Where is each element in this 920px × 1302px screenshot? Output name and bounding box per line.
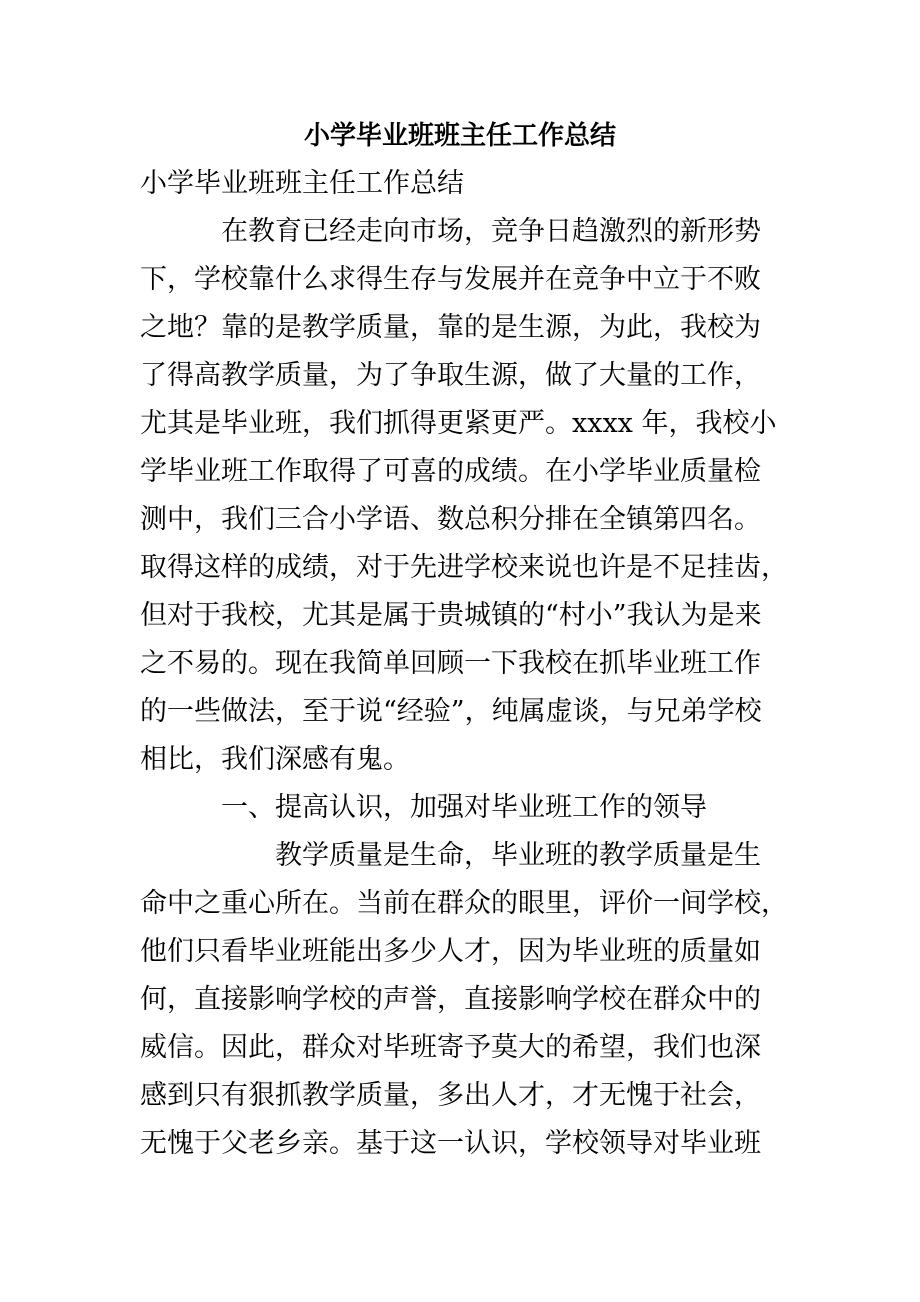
text-line-5: 了得高教学质量，为了争取生源，做了大量的工作， (140, 360, 761, 391)
text-line-1: 小学毕业班班主任工作总结 (140, 168, 464, 199)
text-line-6: 尤其是毕业班，我们抓得更紧更严。xxxx 年，我校小 (140, 408, 777, 439)
text-line-3: 下，学校靠什么求得生存与发展并在竞争中立于不败 (140, 264, 761, 295)
text-line-18: 何，直接影响学校的声誉，直接影响学校在群众中的 (140, 984, 761, 1015)
text-line-16: 命中之重心所在。当前在群众的眼里，评价一间学校， (140, 888, 788, 919)
text-line-7: 学毕业班工作取得了可喜的成绩。在小学毕业质量检 (140, 456, 761, 487)
text-line-12: 的一些做法，至于说“经验”，纯属虚谈，与兄弟学校 (140, 696, 762, 727)
text-line-19: 威信。因此，群众对毕班寄予莫大的希望，我们也深 (140, 1032, 761, 1063)
text-line-2: 在教育已经走向市场，竞争日趋激烈的新形势 (140, 216, 761, 247)
text-line-13: 相比，我们深感有鬼。 (140, 744, 410, 775)
text-line-4: 之地？靠的是教学质量，靠的是生源，为此，我校为 (140, 312, 761, 343)
document-title: 小学毕业班班主任工作总结 (303, 121, 616, 151)
text-line-11: 之不易的。现在我简单回顾一下我校在抓毕业班工作 (140, 648, 761, 679)
text-line-21: 无愧于父老乡亲。基于这一认识，学校领导对毕业班 (140, 1128, 761, 1159)
text-line-9: 取得这样的成绩，对于先进学校来说也许是不足挂齿， (140, 552, 788, 583)
text-line-20: 感到只有狠抓教学质量，多出人才，才无愧于社会， (140, 1080, 761, 1111)
text-line-8: 测中，我们三合小学语、数总积分排在全镇第四名。 (140, 504, 761, 535)
text-line-15: 教学质量是生命，毕业班的教学质量是生 (140, 840, 761, 871)
text-line-17: 他们只看毕业班能出多少人才，因为毕业班的质量如 (140, 936, 761, 967)
section-heading-1: 一、提高认识，加强对毕业班工作的领导 (140, 792, 707, 823)
text-line-10: 但对于我校，尤其是属于贵城镇的“村小”我认为是来 (140, 600, 762, 631)
